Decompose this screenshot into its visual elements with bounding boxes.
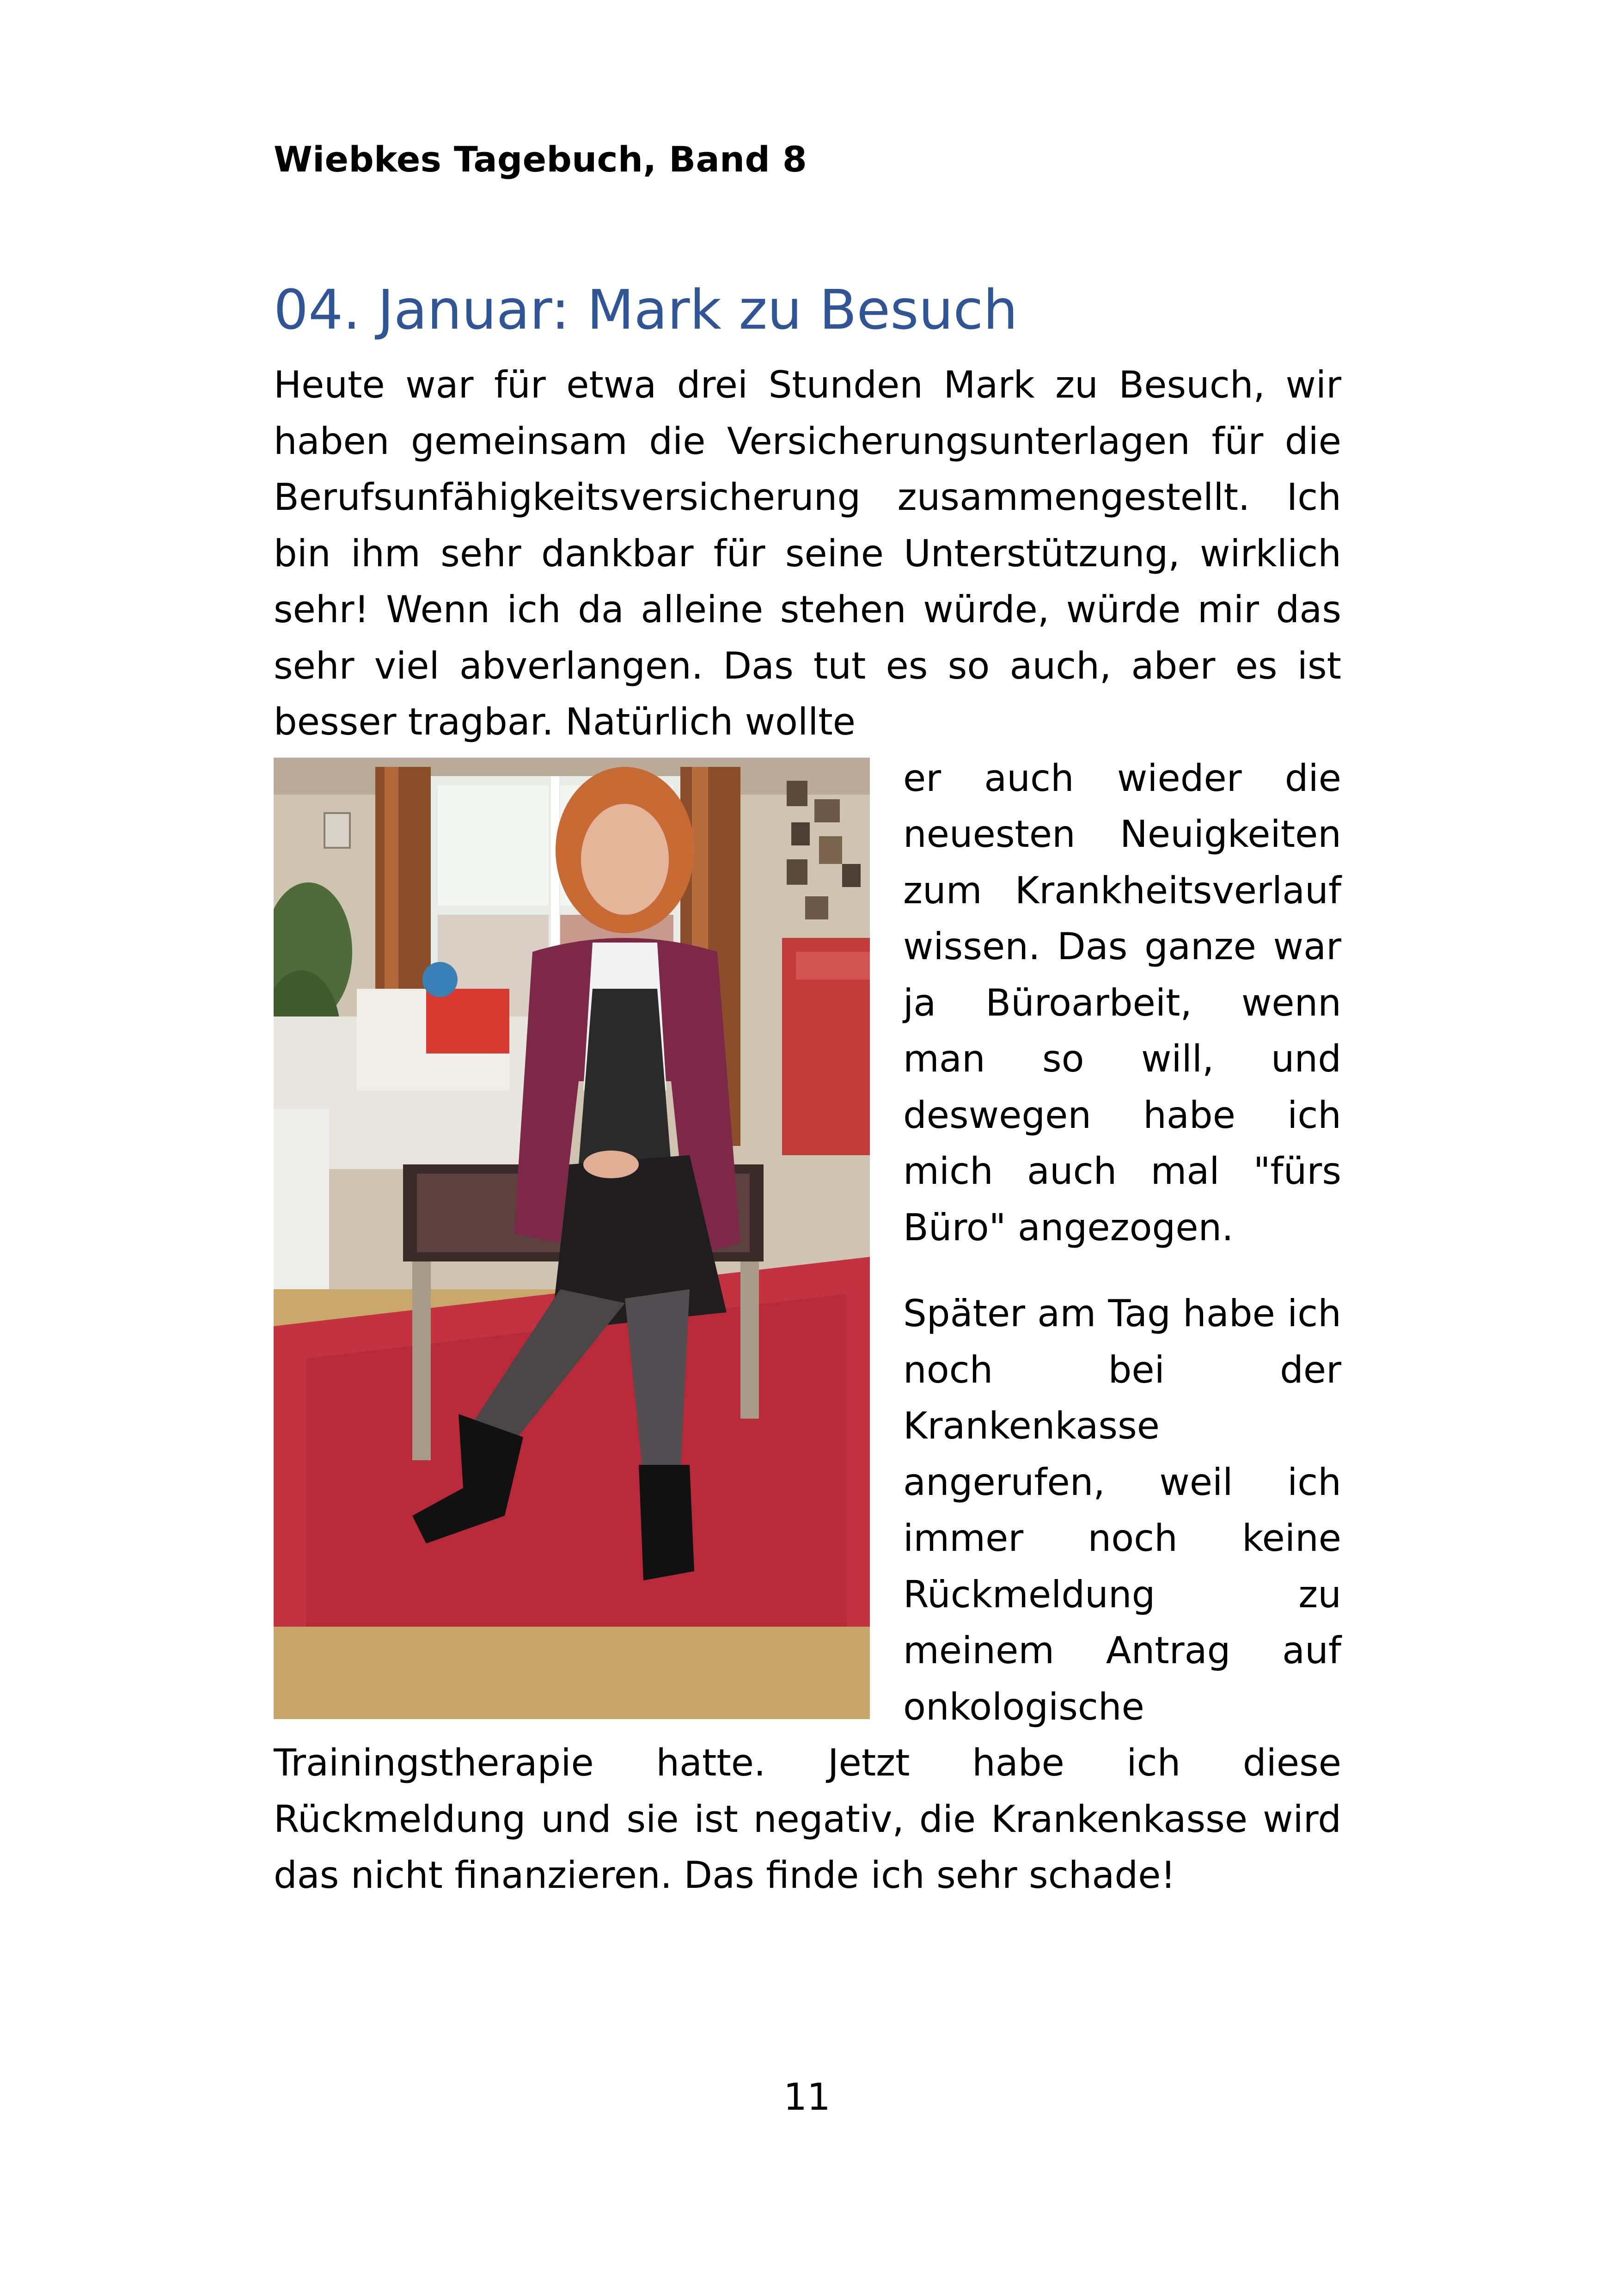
paragraph-1 [274, 357, 1341, 1255]
paragraph-2: Später am Tag habe ich noch bei der Krankenkasse angerufen, weil ich immer noch keine Rückmeldung zu meinem Antrag auf onkologische Trainingstherapie hatte. Jetzt habe ich diese Rückmeldung und sie ist negativ, die Krankenkasse wird das nicht finanzieren. Das finde ich sehr schade! [274, 1292, 1341, 1897]
portrait-photo [274, 758, 870, 1719]
page-number: 11 [783, 2076, 831, 2118]
photo-float [274, 758, 870, 1719]
entry-body [274, 357, 1341, 1904]
running-head: Wiebkes Tagebuch, Band 8 [274, 139, 807, 180]
chapter-title: 04. Januar: Mark zu Besuch [274, 278, 1018, 342]
paragraph-1-text-start: Heute war für etwa drei Stunden Mark zu Besuch, wir haben gemeinsam die Versicherungsunterlagen für die Berufsunfähigkeitsversicherung zusammengestellt. Ich bin ihm sehr dankbar für seine Unterstützung, wirklich sehr! Wenn ich da alleine stehen würde, würde mir das sehr viel abverlangen. Das tut es so auch, aber es ist besser tragbar. Natürlich wollte [274, 363, 1341, 743]
paragraph-1-text-rest: er auch wieder die neuesten Neuigkeiten zum Krankheitsverlauf wissen. Das ganze war ja Büroarbeit, wenn man so will, und deswegen habe ich mich auch mal "fürs Büro" angezogen. [903, 756, 1341, 1249]
